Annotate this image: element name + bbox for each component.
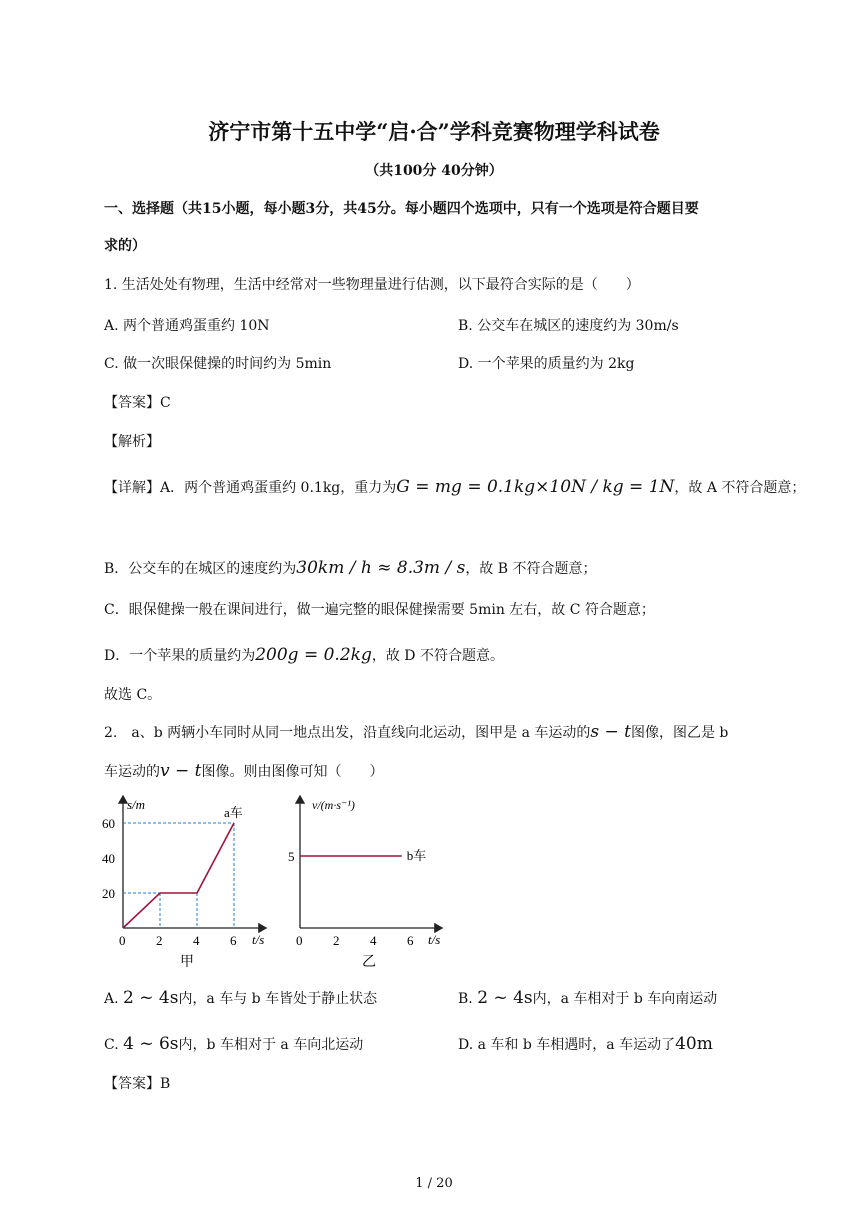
q1-analysis-label: 【解析】 (104, 434, 160, 450)
chart-jia-series-label: a车 (224, 805, 243, 820)
q2-stem-vt: v − t (160, 761, 202, 781)
q2-option-c-text: 内，b 车相对于 a 车向北运动 (178, 1037, 364, 1053)
q1-conclusion: 故选 C。 (104, 687, 162, 703)
q1-detail-d-prefix: D．一个苹果的质量约为 (104, 648, 256, 664)
q2-option-c-math: 4 ~ 6s (123, 1034, 179, 1054)
chart-jia-caption: 甲 (180, 955, 194, 970)
chart-jia-ylabel: s/m (127, 797, 146, 812)
q2-option-d-math: 40m (675, 1034, 713, 1054)
chart-yi-series-label: b车 (406, 848, 427, 863)
q2-option-b-math: 2 ~ 4s (477, 988, 533, 1008)
q1-detail-d-suffix: ，故 D 不符合题意。 (371, 648, 504, 664)
q2-stem-line2-suffix: 图像。则由图像可知（ ） (201, 764, 384, 780)
q2-option-a-label: A. (104, 991, 119, 1007)
section-heading-line1: 一、选择题（共15小题，每小题3分，共45分。每小题四个选项中，只有一个选项是符合题目要 (104, 201, 699, 217)
document-title: 济宁市第十五中学“启·合”学科竞赛物理学科试卷 (208, 119, 660, 144)
q2-stem-part1: 2. a、b 两辆小车同时从同一地点出发，沿直线向北运动，图甲是 a 车运动的 (104, 725, 591, 741)
q2-stem-line2-prefix: 车运动的 (104, 764, 160, 780)
q2-option-c (104, 1034, 363, 1055)
q1-detail-a-formula: G = mg = 0.1kg×10N / kg = 1N (396, 477, 675, 497)
chart-yi-xlabel: t/s (428, 932, 441, 947)
question-2-stem-line2 (104, 761, 384, 782)
q1-detail-c: C．眼保健操一般在课间进行，做一遍完整的眼保健操需要 5min 左右，故 C 符合题意； (104, 602, 655, 618)
q2-option-d (458, 1034, 713, 1055)
chart-yi-xtick: 0 (296, 933, 303, 948)
q1-detail-b-formula: 30km / h ≈ 8.3m / s (296, 558, 466, 578)
chart-yi-xtick: 2 (333, 933, 340, 948)
q1-detail-a-prefix: 【详解】A．两个普通鸡蛋重约 0.1kg，重力为 (104, 480, 397, 496)
chart-jia-series-a (123, 823, 234, 928)
q2-option-b-text: 内，a 车相对于 b 车向南运动 (532, 991, 718, 1007)
q1-answer: 【答案】C (104, 395, 171, 411)
q2-option-d-text: D. a 车和 b 车相遇时，a 车运动了 (458, 1037, 676, 1053)
question-1-stem: 1. 生活处处有物理，生活中经常对一些物理量进行估测，以下最符合实际的是（ ） (104, 277, 640, 293)
q2-option-c-label: C. (104, 1037, 119, 1053)
chart-jia-ytick: 20 (102, 886, 115, 901)
q1-option-a: A. 两个普通鸡蛋重约 10N (104, 318, 270, 334)
q1-option-c: C. 做一次眼保健操的时间约为 5min (104, 356, 332, 372)
chart-jia-xlabel: t/s (252, 932, 265, 947)
section-heading-line2: 求的） (104, 238, 146, 254)
chart-jia-xtick: 0 (119, 933, 126, 948)
q1-detail-d-formula: 200g = 0.2kg (255, 645, 372, 665)
q2-option-a-math: 2 ~ 4s (123, 988, 179, 1008)
q1-detail-a-suffix: ，故 A 不符合题意； (674, 480, 806, 496)
chart-yi (276, 792, 456, 972)
q2-stem-st: s − t (590, 722, 631, 742)
q1-option-d: D. 一个苹果的质量约为 2kg (458, 356, 635, 372)
chart-jia-xtick: 2 (156, 933, 163, 948)
chart-jia-xtick: 4 (193, 933, 200, 948)
q1-detail-b-suffix: ，故 B 不符合题意； (465, 561, 597, 577)
chart-jia-ytick: 60 (102, 816, 115, 831)
q2-option-a-text: 内，a 车与 b 车皆处于静止状态 (178, 991, 378, 1007)
q2-option-a (104, 988, 377, 1009)
chart-yi-ytick: 5 (288, 849, 295, 864)
q1-detail-d (104, 645, 504, 666)
q1-detail-b (104, 558, 597, 579)
page-number: 1 / 20 (415, 1176, 453, 1191)
q1-detail-a (104, 477, 805, 498)
chart-jia-xtick: 6 (230, 933, 237, 948)
chart-yi-ylabel: v/(m·s⁻¹) (312, 798, 355, 812)
document-subtitle: （共100分 40分钟） (365, 163, 503, 179)
q1-option-b: B. 公交车在城区的速度约为 30m/s (458, 318, 679, 334)
chart-jia-ytick: 40 (102, 851, 115, 866)
chart-yi-caption: 乙 (362, 955, 376, 970)
q2-option-b-label: B. (458, 991, 473, 1007)
chart-yi-xtick: 6 (407, 933, 414, 948)
question-2-stem-line1 (104, 722, 728, 743)
q2-stem-part2: 图像，图乙是 b (630, 725, 729, 741)
q1-detail-b-prefix: B．公交车的在城区的速度约为 (104, 561, 297, 577)
q2-option-b (458, 988, 717, 1009)
q2-answer: 【答案】B (104, 1076, 171, 1092)
chart-yi-xtick: 4 (370, 933, 377, 948)
chart-jia (100, 792, 280, 972)
